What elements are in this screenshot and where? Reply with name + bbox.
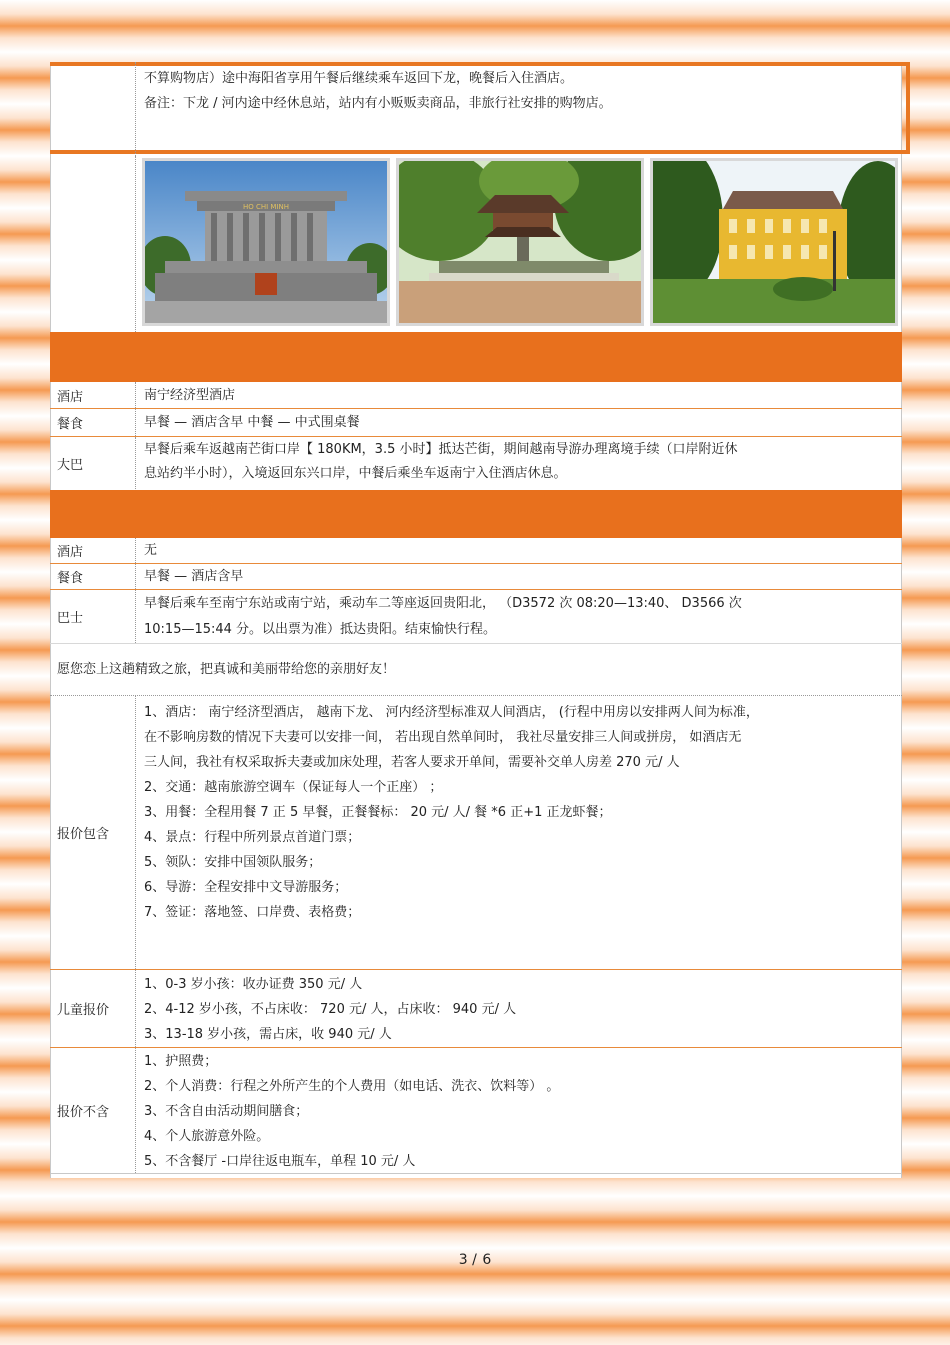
photo-strip	[136, 158, 898, 328]
includes-item: 2、交通：越南旅游空调车（保证每人一个正座） ；	[144, 780, 443, 795]
meal-value: 早餐 — 酒店含早 中餐 — 中式围桌餐	[144, 415, 360, 430]
hotel-value: 无	[144, 543, 158, 558]
meal-label: 餐食	[50, 409, 136, 436]
empty-label-cell	[50, 156, 136, 332]
continuation-line-1: 不算购物店）途中海阳省享用午餐后继续乘车返回下龙，晚餐后入住酒店。	[144, 71, 574, 86]
photo-mausoleum	[142, 158, 390, 326]
excludes-list	[144, 1049, 894, 1174]
day4-bus-row	[50, 437, 902, 489]
includes-label: 报价包含	[50, 696, 136, 969]
children-list	[144, 972, 894, 1047]
farewell-row	[50, 644, 902, 696]
page-current: 3	[458, 1252, 468, 1268]
children-item: 2、4-12 岁小孩，不占床收： 720 元/ 人，占床收： 940 元/ 人	[144, 1002, 517, 1017]
day5-bus-row	[50, 590, 902, 644]
photo-presidential-palace	[650, 158, 898, 326]
bus-line-2: 10:15—15:44 分。以出票为准）抵达贵阳。结束愉快行程。	[144, 622, 497, 637]
excludes-item: 2、个人消费：行程之外所产生的个人费用（如电话、洗衣、饮料等） 。	[144, 1079, 560, 1094]
includes-item: 1、酒店： 南宁经济型酒店， 越南下龙、 河内经济型标准双人间酒店， (行程中用房以安排两人间为标准，	[144, 705, 759, 720]
remark-line: 备注：下龙 / 河内途中经休息站，站内有小贩贩卖商品，非旅行社安排的购物店。	[144, 96, 612, 111]
includes-item: 5、领队：安排中国领队服务；	[144, 855, 322, 870]
includes-row	[50, 696, 902, 970]
day4-hotel-row	[50, 382, 902, 409]
includes-item: 3、用餐：全程用餐 7 正 5 早餐，正餐餐标： 20 元/ 人/ 餐 *6 正+1 正龙虾餐；	[144, 805, 612, 820]
excludes-item: 4、个人旅游意外险。	[144, 1129, 270, 1144]
includes-item: 6、导游：全程安排中文导游服务；	[144, 880, 348, 895]
page-number	[0, 1252, 950, 1268]
children-item: 1、0-3 岁小孩：收办证费 350 元/ 人	[144, 977, 363, 992]
itinerary-sheet	[50, 62, 902, 1178]
page-separator: /	[472, 1252, 478, 1268]
children-label: 儿童报价	[50, 970, 136, 1047]
includes-item: 7、签证：落地签、口岸费、表格费；	[144, 905, 361, 920]
day5-header-band	[50, 490, 902, 538]
children-row	[50, 970, 902, 1048]
includes-item: 三人间，我社有权采取拆夫妻或加床处理，若客人要求开单间，需要补交单人房差 270 元/ 人	[144, 755, 680, 770]
page-total: 6	[482, 1252, 492, 1268]
day5-hotel-row	[50, 538, 902, 564]
bus-line-1: 早餐后乘车至南宁东站或南宁站，乘动车二等座返回贵阳北， （D3572 次 08:20—13:40、 D3566 次	[144, 596, 742, 611]
excludes-row	[50, 1048, 902, 1174]
children-item: 3、13-18 岁小孩，需占床，收 940 元/ 人	[144, 1027, 392, 1042]
excludes-item: 3、不含自由活动期间膳食；	[144, 1104, 309, 1119]
bus-label: 巴士	[50, 590, 136, 643]
excludes-label: 报价不含	[50, 1048, 136, 1173]
bus-text	[144, 438, 894, 486]
farewell-text: 愿您恋上这趟精致之旅，把真诚和美丽带给您的亲朋好友！	[57, 662, 396, 677]
meal-label: 餐食	[50, 564, 136, 589]
hotel-label: 酒店	[50, 538, 136, 563]
photo-one-pillar-pagoda	[396, 158, 644, 326]
mausoleum-inscription: HO CHI MINH	[242, 203, 290, 211]
bus-line-1: 早餐后乘车返越南芒街口岸【 180KM，3.5 小时】抵达芒街，期间越南导游办理离境手续（口岸附近休	[144, 442, 738, 457]
day-continuation-row	[50, 62, 902, 156]
bus-line-2: 息站约半小时），入境返回东兴口岸，中餐后乘坐车返南宁入住酒店休息。	[144, 466, 567, 481]
day4-meal-row	[50, 409, 902, 437]
excludes-item: 1、护照费；	[144, 1054, 218, 1069]
excludes-item: 5、不含餐厅 -口岸往返电瓶车，单程 10 元/ 人	[144, 1154, 416, 1169]
includes-list	[144, 700, 894, 925]
hotel-value: 南宁经济型酒店	[144, 388, 236, 403]
continuation-text	[144, 66, 894, 116]
includes-item: 4、景点：行程中所列景点首道门票；	[144, 830, 361, 845]
day5-meal-row	[50, 564, 902, 590]
bus-text	[144, 591, 894, 643]
hotel-label: 酒店	[50, 382, 136, 408]
meal-value: 早餐 — 酒店含早	[144, 569, 244, 584]
includes-item: 在不影响房数的情况下夫妻可以安排一间， 若出现自然单间时， 我社尽量安排三人间或拼房， 如酒店无	[144, 730, 742, 745]
day4-header-band	[50, 332, 902, 382]
bus-label: 大巴	[50, 437, 136, 489]
empty-label-cell	[50, 62, 136, 156]
